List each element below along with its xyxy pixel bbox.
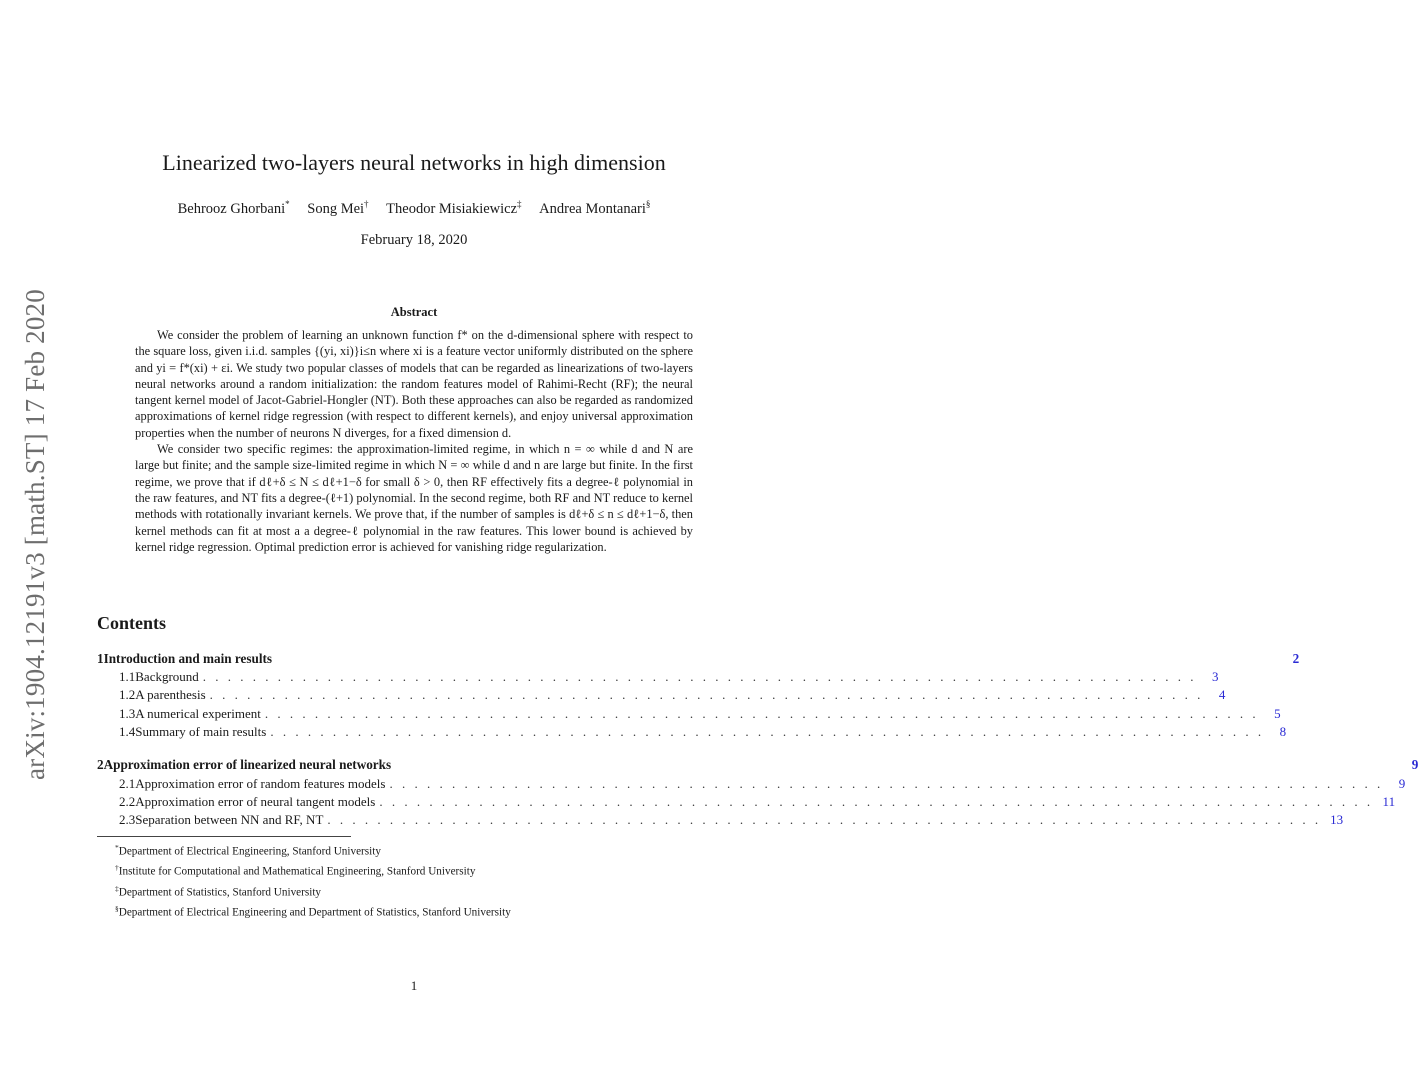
author: Behrooz Ghorbani* [177, 199, 290, 217]
toc-page-link[interactable]: 5 [1274, 706, 1281, 721]
toc-page-link[interactable]: 9 [1398, 776, 1406, 791]
footnote-rule [97, 836, 351, 837]
toc-entry-label[interactable]: Summary of main results [135, 724, 267, 739]
toc-leader-dots: . . . . . . . . . . . . . . . . . . . . . . . . . . . . . . . . . . . . . . . . . . . . . . . . . . . . . . . . . . . . . . . . . . . . . . . . . . . . . . . . [270, 724, 1265, 739]
toc-entry-label[interactable]: Introduction and main results [103, 651, 273, 666]
abstract-paragraph: We consider two specific regimes: the approximation-limited regime, in which n = ∞ while d and N are large but finite; and the sample size-limited regime in which N = ∞ while d and n are large but finite. In the first regime, we prove that if dℓ+δ ≤ N ≤ dℓ+1−δ for small δ > 0, then RF effectively fits a degree-ℓ polynomial in the raw features, and NT fits a degree-(ℓ+1) polynomial. In the second regime, both RF and NT reduce to kernel methods with rotationally invariant kernels. We prove that, if the number of samples is dℓ+δ ≤ n ≤ dℓ+1−δ, then kernel methods can fit at most a a degree-ℓ polynomial in the raw features. This lower bound is achieved by kernel ridge regression. Optimal prediction error is achieved for vanishing ridge regularization. [135, 442, 693, 554]
abstract-body [135, 327, 693, 555]
toc-page-link[interactable]: 9 [1411, 757, 1418, 772]
toc-leader-dots: . . . . . . . . . . . . . . . . . . . . . . . . . . . . . . . . . . . . . . . . . . . . . . . . . . . . . . . . . . . . . . . . . . . . . . . . . . . . . . . . [389, 776, 1384, 791]
toc-entry-number: 2 [97, 757, 104, 772]
toc-entry[interactable] [97, 757, 1418, 775]
author: Andrea Montanari§ [539, 199, 651, 217]
contents-heading: Contents [97, 613, 167, 633]
toc-entry[interactable] [97, 669, 1219, 687]
toc-leader-dots: . . . . . . . . . . . . . . . . . . . . . . . . . . . . . . . . . . . . . . . . . . . . . . . . . . . . . . . . . . . . . . . . . . . . . . . . . . . . . . . . [209, 687, 1204, 702]
toc-entry-label[interactable]: Separation between NN and RF, NT [135, 812, 324, 827]
toc-entry-number: 1.3 [119, 706, 136, 721]
toc-leader-dots: . . . . . . . . . . . . . . . . . . . . . . . . . . . . . . . . . . . . . . . . . . . . . . . . . . . . . . . . . . . . . . . . . . . . . . . . . . . . . . . . [202, 669, 1197, 684]
toc-entry-number: 1 [97, 651, 104, 666]
toc-page-link[interactable]: 4 [1218, 687, 1226, 702]
toc-entry-label[interactable]: A numerical experiment [135, 706, 261, 721]
toc-leader-dots: . . . . . . . . . . . . . . . . . . . . . . . . . . . . . . . . . . . . . . . . . . . . . . . . . . . . . . . . . . . . . . . . . . . . . . . . . . . . . . . . [327, 812, 1322, 827]
toc-entry-number: 2.2 [119, 794, 136, 809]
toc-page-link[interactable]: 2 [1292, 651, 1300, 666]
toc-page-link[interactable]: 8 [1279, 724, 1287, 739]
toc-page-link[interactable]: 3 [1212, 669, 1219, 684]
toc-entry[interactable] [97, 706, 1281, 724]
toc-entry-number: 1.1 [119, 669, 136, 684]
toc-entry[interactable] [97, 724, 1287, 742]
toc-entry-number: 1.2 [119, 687, 136, 702]
toc-entry[interactable] [97, 687, 1226, 705]
toc-entry-number: 1.4 [119, 724, 136, 739]
arxiv-stamp: arXiv:1904.12191v3 [math.ST] 17 Feb 2020 [20, 289, 50, 780]
footnote: ‡Department of Statistics, Stanford University [115, 883, 322, 899]
footnote: *Department of Electrical Engineering, Stanford University [115, 843, 381, 858]
toc-entry-label[interactable]: Approximation error of linearized neural networks [103, 757, 392, 772]
toc-entry-label[interactable]: A parenthesis [135, 687, 206, 702]
toc-entry[interactable] [97, 776, 1406, 794]
footnote: §Department of Electrical Engineering and Department of Statistics, Stanford University [115, 903, 511, 919]
toc-entry-number: 2.3 [119, 812, 136, 827]
paper-date: February 18, 2020 [360, 232, 468, 248]
author: Theodor Misiakiewicz‡ [386, 199, 522, 217]
abstract-heading: Abstract [390, 305, 438, 319]
toc-entry-label[interactable]: Approximation error of neural tangent models [135, 794, 376, 809]
toc-entry-number: 2.1 [119, 776, 136, 791]
page-number: 1 [410, 978, 418, 993]
toc-page-link[interactable]: 11 [1382, 794, 1396, 809]
toc-entry[interactable] [97, 794, 1396, 812]
paper-title: Linearized two-layers neural networks in high dimension [162, 150, 666, 175]
toc-entry[interactable] [97, 651, 1300, 669]
footnote: †Institute for Computational and Mathematical Engineering, Stanford University [115, 863, 476, 879]
toc-leader-dots: . . . . . . . . . . . . . . . . . . . . . . . . . . . . . . . . . . . . . . . . . . . . . . . . . . . . . . . . . . . . . . . . . . . . . . . . . . . . . . . . [379, 794, 1374, 809]
toc-entry-label[interactable]: Background [135, 669, 199, 684]
toc-page-link[interactable]: 13 [1330, 812, 1344, 827]
abstract-paragraph: We consider the problem of learning an unknown function f* on the d-dimensional sphere with respect to the square loss, given i.i.d. samples {(yi, xi)}i≤n where xi is a feature vector uniformly distributed on the sphere and yi = f*(xi) + εi. We study two popular classes of models that can be regarded as linearizations of two-layers neural networks around a random initialization: the random features model of Rahimi-Recht (RF); the neural tangent kernel model of Jacot-Gabriel-Hongler (NT). Both these approaches can also be regarded as randomized approximations of kernel ridge regression (with respect to different kernels), and enjoy universal approximation properties when the number of neurons N diverges, for a fixed dimension d. [135, 328, 693, 440]
author: Song Mei† [307, 199, 369, 217]
toc-entry[interactable] [97, 812, 1344, 830]
footnotes [115, 840, 511, 921]
author-list [0, 199, 828, 218]
toc-entry-label[interactable]: Approximation error of random features models [135, 776, 386, 791]
toc-leader-dots: . . . . . . . . . . . . . . . . . . . . . . . . . . . . . . . . . . . . . . . . . . . . . . . . . . . . . . . . . . . . . . . . . . . . . . . . . . . . . . . . [264, 706, 1259, 721]
